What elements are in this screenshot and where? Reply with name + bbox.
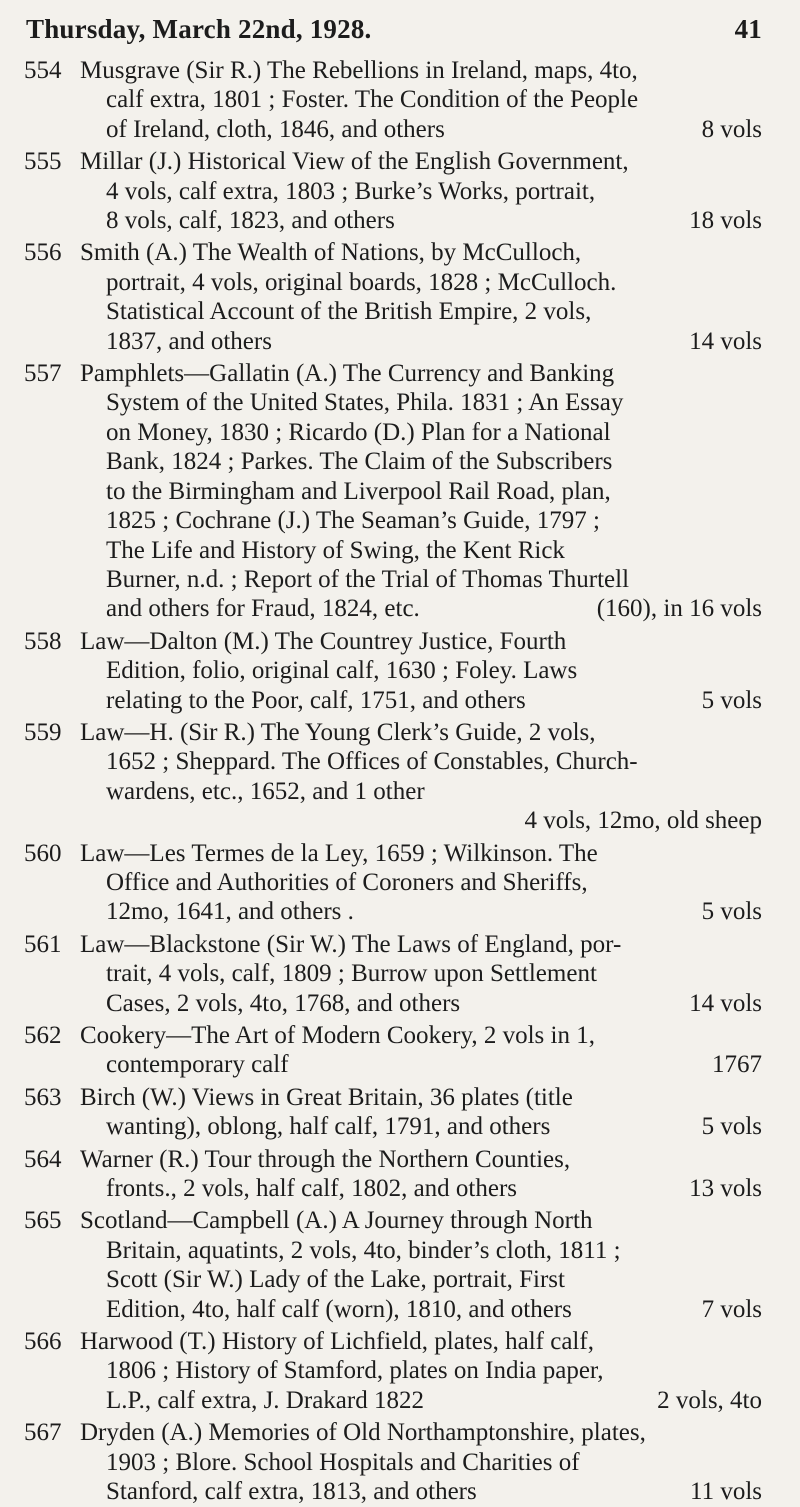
lot-description — [80, 718, 762, 836]
lot-volume-count: 13 vols — [689, 1175, 762, 1203]
lot-description — [80, 930, 762, 1018]
lot-number: 554 — [24, 57, 62, 84]
lot-entry — [24, 718, 762, 836]
lot-line — [80, 206, 762, 235]
lot-volume-count: 14 vols — [689, 327, 762, 355]
lot-volume-count: 11 vols — [690, 1478, 762, 1506]
lot-entry — [24, 930, 762, 1018]
lot-number: 558 — [24, 627, 62, 655]
lot-line: calf extra, 1801 ; Foster. The Condition of the People — [106, 86, 639, 114]
lot-entry — [24, 1418, 762, 1506]
lot-description — [80, 1327, 762, 1415]
lot-volume-count: 2 vols, 4to — [657, 1386, 762, 1414]
lot-line-text: 8 vols, calf, 1823, and others — [106, 207, 395, 235]
lot-line: Office and Authorities of Coroners and Sheriffs, — [106, 868, 588, 896]
lot-description — [80, 627, 762, 715]
lot-line: Edition, folio, original calf, 1630 ; Foley. Laws — [106, 657, 578, 685]
lot-line-text: wanting), oblong, half calf, 1791, and others — [106, 1113, 551, 1141]
lot-line: 1825 ; Cochrane (J.) The Seaman’s Guide, 1797 ; — [106, 507, 600, 535]
lot-line-text: fronts., 2 vols, half calf, 1802, and others — [106, 1175, 518, 1203]
lot-entry — [24, 1021, 762, 1080]
lot-line — [80, 1386, 762, 1415]
lot-number: 556 — [24, 239, 62, 267]
lot-line: Burner, n.d. ; Report of the Trial of Thomas Thurtell — [106, 565, 630, 593]
lot-line — [80, 1477, 762, 1506]
lot-number: 566 — [24, 1328, 62, 1356]
lot-line: Law—Blackstone (Sir W.) The Laws of England, por- — [80, 930, 622, 958]
lot-line: Smith (A.) The Wealth of Nations, by McCulloch, — [80, 239, 582, 267]
lot-line — [80, 686, 762, 715]
lot-number: 555 — [24, 148, 62, 176]
lot-list — [24, 56, 762, 1507]
lot-number: 557 — [24, 360, 62, 388]
lot-line-text: L.P., calf extra, J. Drakard 1822 — [106, 1386, 424, 1414]
lot-number: 561 — [24, 930, 62, 958]
lot-line: 1652 ; Sheppard. The Offices of Constables, Church- — [106, 748, 638, 776]
page-number: 41 — [734, 14, 762, 44]
lot-volume-count: 1767 — [712, 1051, 762, 1079]
lot-description — [80, 1206, 762, 1324]
lot-number: 562 — [24, 1022, 62, 1049]
lot-description — [80, 1021, 762, 1080]
lot-entry — [24, 627, 762, 715]
lot-line: Birch (W.) Views in Great Britain, 36 plates (title — [80, 1083, 573, 1111]
lot-entry — [24, 839, 762, 927]
lot-line: to the Birmingham and Liverpool Rail Road, plan, — [106, 477, 611, 505]
lot-volume-count: 7 vols — [701, 1295, 762, 1323]
lot-line: Cookery—The Art of Modern Cookery, 2 vols in 1, — [80, 1022, 595, 1049]
lot-volume-count: (160), in 16 vols — [596, 595, 762, 623]
lot-line: trait, 4 vols, calf, 1809 ; Burrow upon Settlement — [106, 960, 597, 988]
lot-number: 563 — [24, 1083, 62, 1111]
lot-line — [80, 897, 762, 926]
lot-line-text: relating to the Poor, calf, 1751, and others — [106, 686, 526, 714]
lot-line: Statistical Account of the British Empire, 2 vols, — [106, 298, 592, 326]
lot-line — [80, 1295, 762, 1324]
lot-entry — [24, 1206, 762, 1324]
lot-line — [80, 1050, 762, 1079]
lot-description — [80, 1145, 762, 1204]
lot-line: 1806 ; History of Stamford, plates on India paper, — [106, 1357, 604, 1385]
lot-line: Law—Les Termes de la Ley, 1659 ; Wilkinson. The — [80, 839, 598, 867]
lot-line: Dryden (A.) Memories of Old Northamptonshire, plates, — [80, 1419, 646, 1447]
lot-number: 564 — [24, 1145, 62, 1173]
lot-entry — [24, 1327, 762, 1415]
lot-line — [80, 989, 762, 1018]
lot-volume-count: 8 vols — [701, 115, 762, 143]
lot-line: wardens, etc., 1652, and 1 other — [106, 777, 425, 805]
lot-line-text: Stanford, calf extra, 1813, and others — [106, 1478, 477, 1506]
lot-line: Scott (Sir W.) Lady of the Lake, portrait, First — [106, 1266, 565, 1294]
lot-line: 4 vols, 12mo, old sheep — [524, 807, 762, 835]
lot-line-text: 1837, and others — [106, 327, 272, 355]
lot-line-text: 12mo, 1641, and others . — [106, 898, 354, 926]
lot-description — [80, 56, 762, 144]
lot-description — [80, 1083, 762, 1142]
lot-number: 559 — [24, 718, 62, 746]
lot-line: 4 vols, calf extra, 1803 ; Burke’s Works, portrait, — [106, 177, 596, 205]
lot-line-text: Cases, 2 vols, 4to, 1768, and others — [106, 989, 461, 1017]
lot-description — [80, 238, 762, 356]
lot-line: portrait, 4 vols, original boards, 1828 ; McCulloch. — [106, 268, 617, 296]
lot-volume-count: 5 vols — [701, 686, 762, 714]
lot-line — [80, 327, 762, 356]
lot-entry — [24, 147, 762, 235]
lot-entry — [24, 56, 762, 144]
lot-entry — [24, 1145, 762, 1204]
lot-line — [80, 115, 762, 144]
lot-entry — [24, 359, 762, 624]
lot-volume-count: 14 vols — [689, 989, 762, 1017]
lot-description — [80, 1418, 762, 1506]
lot-number: 565 — [24, 1207, 62, 1235]
lot-line: The Life and History of Swing, the Kent Rick — [106, 536, 565, 564]
lot-line-text: Edition, 4to, half calf (worn), 1810, and others — [106, 1295, 572, 1323]
lot-line-text: of Ireland, cloth, 1846, and others — [106, 115, 445, 143]
lot-number: 560 — [24, 839, 62, 867]
lot-line: Law—H. (Sir R.) The Young Clerk’s Guide, 2 vols, — [80, 718, 596, 746]
lot-volume-count: 5 vols — [701, 1113, 762, 1141]
lot-line-text: and others for Fraud, 1824, etc. — [106, 595, 420, 623]
lot-description — [80, 839, 762, 927]
lot-volume-count: 5 vols — [701, 898, 762, 926]
lot-line: Scotland—Campbell (A.) A Journey through North — [80, 1207, 593, 1235]
lot-description — [80, 147, 762, 235]
lot-line: Millar (J.) Historical View of the English Government, — [80, 148, 629, 176]
lot-line: Law—Dalton (M.) The Countrey Justice, Fourth — [80, 627, 567, 655]
lot-volume-count: 18 vols — [689, 207, 762, 235]
lot-line: Pamphlets—Gallatin (A.) The Currency and Banking — [80, 360, 615, 388]
lot-line: Bank, 1824 ; Parkes. The Claim of the Subscribers — [106, 448, 613, 476]
lot-line: System of the United States, Phila. 1831 ; An Essay — [106, 389, 624, 417]
lot-line: 1903 ; Blore. School Hospitals and Charities of — [106, 1448, 580, 1476]
lot-description — [80, 359, 762, 624]
lot-entry — [24, 238, 762, 356]
lot-entry — [24, 1083, 762, 1142]
lot-line: Harwood (T.) History of Lichfield, plates, half calf, — [80, 1328, 594, 1356]
lot-line — [80, 1174, 762, 1203]
page-header — [24, 0, 762, 50]
lot-line: on Money, 1830 ; Ricardo (D.) Plan for a National — [106, 418, 611, 446]
lot-line: Britain, aquatints, 2 vols, 4to, binder’s cloth, 1811 ; — [106, 1236, 621, 1264]
lot-line: Warner (R.) Tour through the Northern Counties, — [80, 1145, 571, 1173]
lot-line-text: contemporary calf — [106, 1051, 289, 1079]
lot-line: Musgrave (Sir R.) The Rebellions in Ireland, maps, 4to, — [80, 57, 638, 84]
lot-number: 567 — [24, 1419, 62, 1447]
lot-line — [80, 594, 762, 623]
sale-date: Thursday, March 22nd, 1928. — [26, 14, 372, 44]
lot-line — [80, 1112, 762, 1141]
